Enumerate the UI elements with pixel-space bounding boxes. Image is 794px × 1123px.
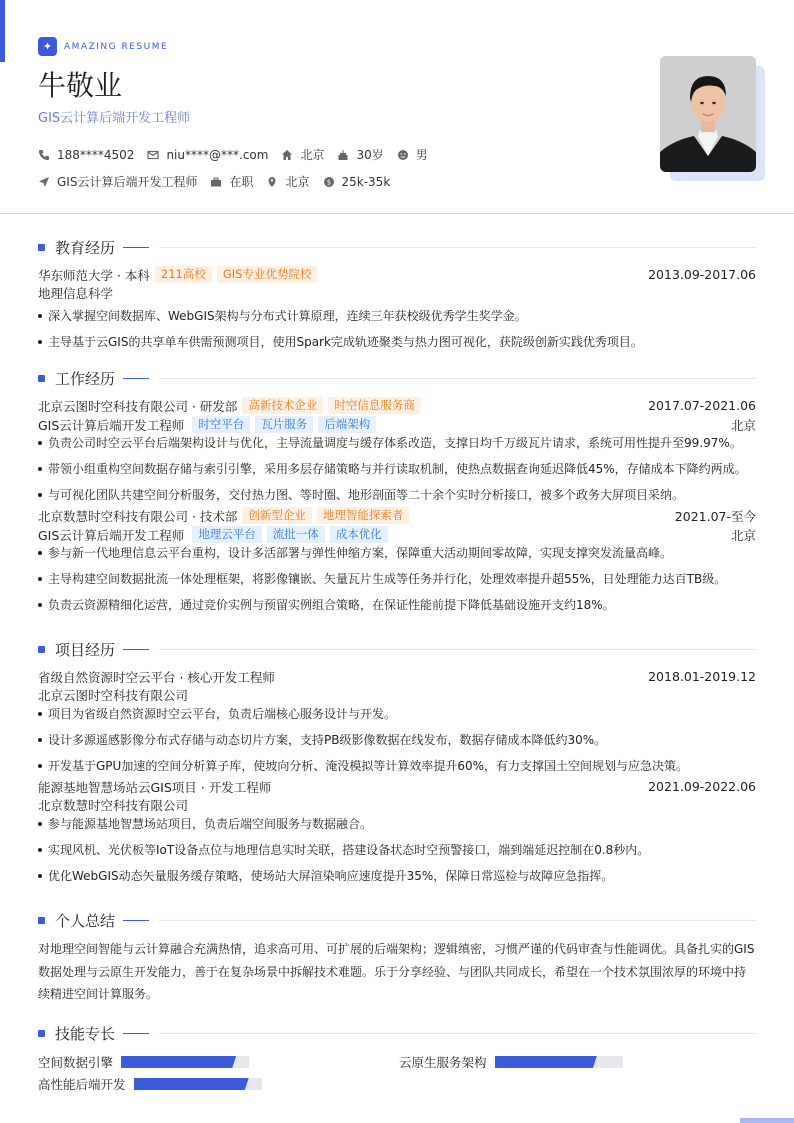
job-bullet: 参与新一代地理信息云平台重构，设计多活部署与弹性伸缩方案，保障重大活动期间零故障，实现支撑突发流量高峰。	[38, 544, 756, 562]
job-header	[38, 506, 756, 525]
mail-icon	[147, 149, 159, 161]
project-name: 能源基地智慧场站云GIS项目 · 开发工程师	[38, 779, 272, 795]
contact-email	[147, 148, 268, 162]
project-name: 省级自然资源时空云平台 · 核心开发工程师	[38, 669, 275, 685]
skill-name: 云原生服务架构	[399, 1055, 487, 1070]
role-tag: 成本优化	[330, 526, 388, 543]
section-dot	[38, 375, 45, 382]
role-tag: 地理云平台	[192, 526, 262, 543]
job-role: GIS云计算后端开发工程师	[38, 527, 185, 543]
city-text: 北京	[300, 148, 325, 162]
job-date: 2017.07-2021.06	[648, 398, 756, 413]
summary-section	[38, 910, 756, 1006]
project-org: 北京数慧时空科技有限公司	[38, 798, 189, 813]
briefcase-icon	[210, 176, 222, 188]
role-tag: 时空平台	[192, 416, 250, 433]
position-text: GIS云计算后端开发工程师	[57, 175, 198, 189]
school-name: 华东师范大学 · 本科	[38, 267, 150, 283]
section-header	[38, 910, 756, 930]
project-bullet: 开发基于GPU加速的空间分析算子库，使坡向分析、淹没模拟等计算效率提升60%，有力支撑国土空间规划与应急决策。	[38, 757, 756, 775]
money-icon	[323, 176, 335, 188]
brand	[38, 37, 168, 56]
section-header	[38, 237, 756, 257]
project-date: 2018.01-2019.12	[648, 669, 756, 684]
section-title: 工作经历	[55, 369, 116, 388]
section-divider	[159, 378, 756, 379]
education-date: 2013.09-2017.06	[648, 267, 756, 282]
company-tag: 地理智能探索者	[317, 507, 410, 524]
person-icon	[397, 149, 409, 161]
project-header	[38, 667, 756, 686]
footer-accent-bar	[740, 1118, 794, 1123]
school-tag: 211高校	[155, 266, 212, 283]
project-bullet: 优化WebGIS动态矢量服务缓存策略，使场站大屏渲染响应速度提升35%，保障日常巡检与故障应急指挥。	[38, 867, 756, 885]
candidate-title: GIS云计算后端开发工程师	[38, 111, 191, 126]
candidate-name: 牛敬业	[38, 69, 123, 102]
skill-fill	[134, 1078, 249, 1090]
svg-text:$: $	[326, 178, 331, 186]
intent-status	[210, 173, 253, 190]
contact-city	[281, 146, 324, 163]
company-tag: 创新型企业	[242, 507, 312, 524]
section-divider	[159, 649, 756, 650]
project-bullet: 项目为省级自然资源时空云平台，负责后端核心服务设计与开发。	[38, 705, 756, 723]
section-dot	[38, 244, 45, 251]
job-role: GIS云计算后端开发工程师	[38, 417, 185, 433]
projects-section	[38, 639, 756, 893]
location-icon	[266, 176, 278, 188]
contact-gender	[397, 146, 428, 163]
project-entry	[38, 777, 756, 885]
company-name: 北京数慧时空科技有限公司 · 技术部	[38, 508, 238, 524]
home-icon	[281, 149, 293, 161]
role-tag: 瓦片服务	[255, 416, 313, 433]
section-title: 技能专长	[55, 1024, 116, 1043]
major: 地理信息科学	[38, 286, 114, 301]
sparkle-icon: ✦	[38, 37, 57, 56]
section-dot	[38, 917, 45, 924]
skill-item	[399, 1053, 623, 1071]
skills-section	[38, 1023, 756, 1103]
section-divider	[159, 247, 756, 248]
contact-row	[38, 146, 441, 163]
section-title: 教育经历	[55, 238, 116, 257]
job-city: 北京	[730, 417, 756, 433]
phone-icon	[38, 149, 50, 161]
job-entry	[38, 506, 756, 614]
skill-bar	[134, 1078, 262, 1090]
intent-city-text: 北京	[285, 175, 310, 189]
job-bullet: 与可视化团队共建空间分析服务，交付热力图、等时圈、地形剖面等二十余个实时分析接口，被多个政务大屏项目采纳。	[38, 486, 756, 504]
phone-text: 188****4502	[57, 147, 135, 162]
job-bullet: 带领小组重构空间数据存储与索引引擎，采用多层存储策略与并行读取机制，使热点数据查询延迟降低45%，存储成本下降约两成。	[38, 460, 756, 478]
company-name: 北京云图时空科技有限公司 · 研发部	[38, 398, 238, 414]
project-bullet: 实现风机、光伏板等IoT设备点位与地理信息实时关联，搭建设备状态时空预警接口，端到端延迟控制在0.8秒内。	[38, 841, 756, 859]
job-header	[38, 396, 756, 415]
work-section	[38, 368, 756, 622]
section-title: 个人总结	[55, 911, 116, 930]
job-bullet: 主导构建空间数据批流一体处理框架，将影像镶嵌、矢量瓦片生成等任务并行化，处理效率提升超55%，日处理能力达百TB级。	[38, 570, 756, 588]
section-dot	[38, 646, 45, 653]
skill-bar	[495, 1056, 623, 1068]
job-role-row	[38, 415, 756, 434]
section-dash	[123, 920, 149, 921]
email-text: niu****@***.com	[166, 147, 269, 162]
profile-photo	[660, 56, 756, 172]
skill-fill	[495, 1056, 597, 1068]
section-dash	[123, 1033, 149, 1034]
cake-icon	[337, 149, 349, 161]
job-bullet: 负责云资源精细化运营，通过竞价实例与预留实例组合策略，在保证性能前提下降低基础设施开支约18%。	[38, 596, 756, 614]
role-tag: 流批一体	[267, 526, 325, 543]
project-entry	[38, 667, 756, 775]
section-dot	[38, 1030, 45, 1037]
skill-item	[38, 1053, 249, 1071]
section-dash	[123, 378, 149, 379]
skill-fill	[121, 1056, 236, 1068]
education-section	[38, 237, 756, 359]
skill-bar	[121, 1056, 249, 1068]
job-intent-row	[38, 173, 403, 190]
company-tag: 时空信息服务商	[328, 397, 421, 414]
contact-age	[337, 146, 383, 163]
education-bullet: 深入掌握空间数据库、WebGIS架构与分布式计算原理，连续三年获校级优秀学生奖学金。	[38, 307, 756, 325]
send-icon	[38, 176, 50, 188]
project-date: 2021.09-2022.06	[648, 779, 756, 794]
salary-text: 25k-35k	[341, 174, 391, 189]
section-header	[38, 368, 756, 388]
project-org: 北京云图时空科技有限公司	[38, 688, 189, 703]
section-header	[38, 639, 756, 659]
project-header	[38, 777, 756, 796]
skill-name: 高性能后端开发	[38, 1077, 126, 1092]
skill-name: 空间数据引擎	[38, 1055, 114, 1070]
contact-phone	[38, 148, 134, 162]
skill-item	[38, 1075, 262, 1093]
company-tag: 高新技术企业	[242, 397, 323, 414]
age-text: 30岁	[356, 148, 384, 162]
job-city: 北京	[730, 527, 756, 543]
job-date: 2021.07-至今	[674, 508, 756, 524]
job-entry	[38, 396, 756, 504]
status-text: 在职	[229, 175, 254, 189]
section-header	[38, 1023, 756, 1043]
education-bullet: 主导基于云GIS的共享单车供需预测项目，使用Spark完成轨迹聚类与热力图可视化，获院级创新实践优秀项目。	[38, 333, 756, 351]
section-divider	[159, 920, 756, 921]
project-bullet: 参与能源基地智慧场站项目，负责后端空间服务与数据融合。	[38, 815, 756, 833]
resume-header	[0, 0, 794, 214]
summary-text: 对地理空间智能与云计算融合充满热情，追求高可用、可扩展的后端架构；逻辑缜密，习惯严谨的代码审查与性能调优。具备扎实的GIS数据处理与云原生开发能力，善于在复杂场景中拆解技术难题。乐于分享经验、与团队共同成长，希望在一个技术氛围浓厚的环境中持续精进空间计算服务。	[38, 942, 755, 1001]
brand-text: AMAZING RESUME	[64, 41, 169, 52]
project-bullet: 设计多源遥感影像分布式存储与动态切片方案，支持PB级影像数据在线发布，数据存储成本降低约30%。	[38, 731, 756, 749]
education-entry	[38, 265, 756, 284]
section-dash	[123, 649, 149, 650]
intent-city	[266, 173, 309, 190]
section-dash	[123, 247, 149, 248]
school-tag: GIS专业优势院校	[217, 266, 318, 283]
section-title: 项目经历	[55, 640, 116, 659]
job-bullet: 负责公司时空云平台后端架构设计与优化，主导流量调度与缓存体系改造，支撑日均千万级瓦片请求，系统可用性提升至99.97%。	[38, 434, 756, 452]
intent-salary	[323, 175, 391, 189]
job-role-row	[38, 525, 756, 544]
role-tag: 后端架构	[318, 416, 376, 433]
section-divider	[159, 1033, 756, 1034]
intent-position	[38, 173, 197, 190]
gender-text: 男	[415, 148, 428, 162]
